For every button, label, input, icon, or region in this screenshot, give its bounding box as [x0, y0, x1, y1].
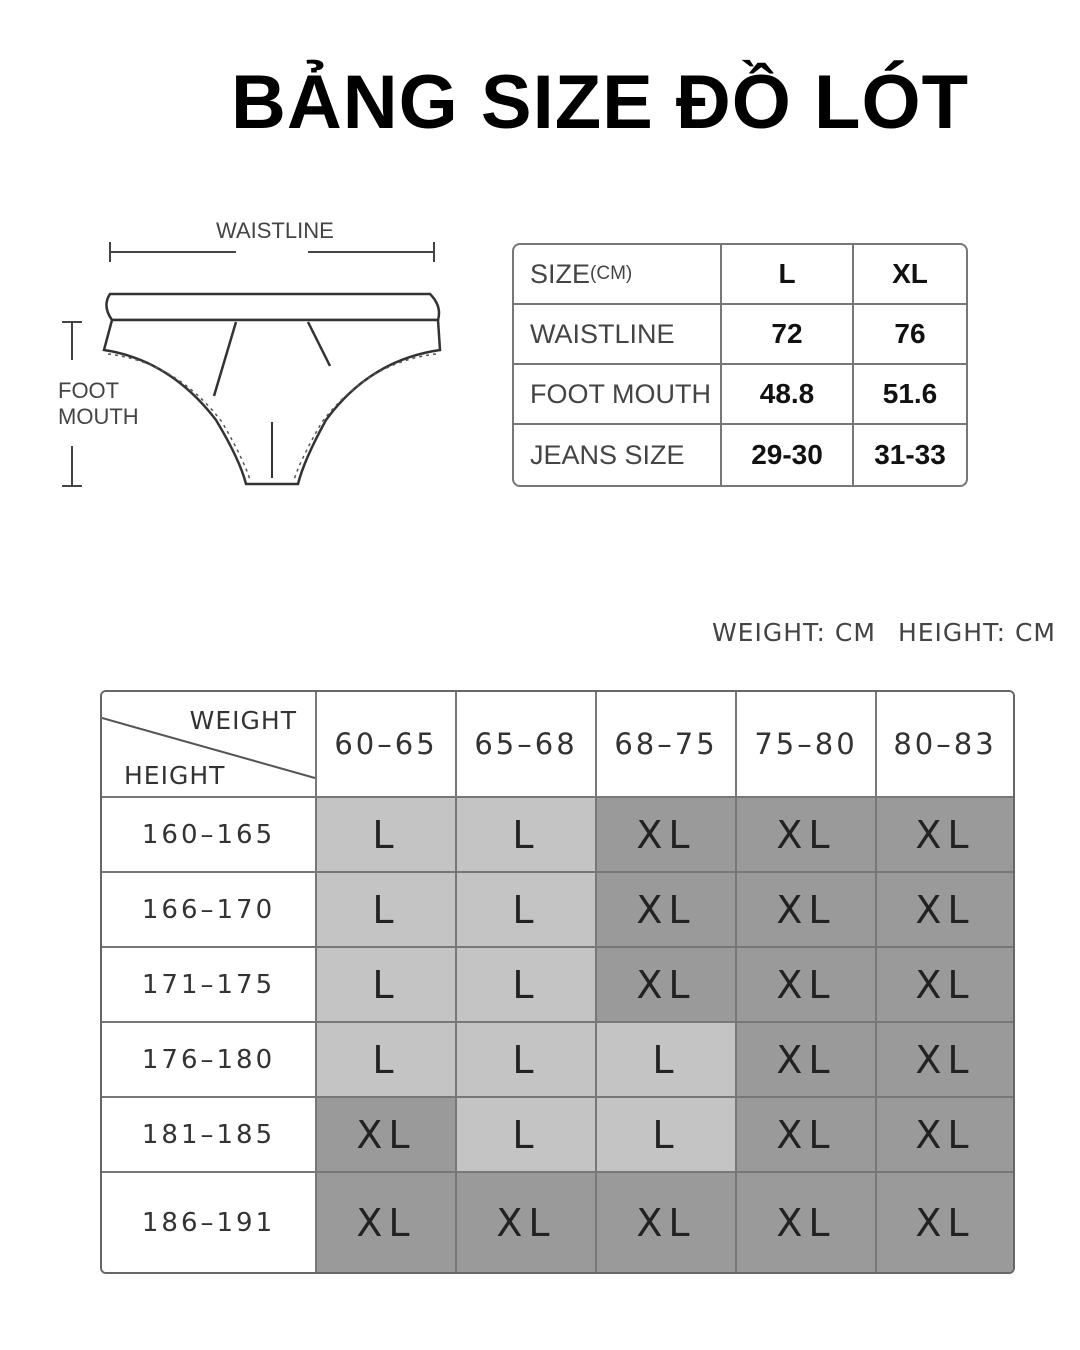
size-cell: L — [317, 1023, 457, 1098]
size-cell: XL — [877, 1173, 1013, 1272]
size-cell: XL — [737, 798, 877, 873]
waistline-row-label: WAISTLINE — [514, 305, 722, 365]
weight-column-header: 80–83 — [877, 692, 1013, 798]
size-cell: L — [317, 798, 457, 873]
foot-mouth-XL-value: 51.6 — [854, 365, 966, 425]
units-note — [712, 618, 1056, 647]
size-cell: XL — [597, 798, 737, 873]
size-cell: XL — [597, 873, 737, 948]
height-unit: HEIGHT: CM — [897, 618, 1056, 647]
corner-weight-label: WEIGHT — [189, 706, 297, 735]
size-cell: XL — [457, 1173, 597, 1272]
size-cell: XL — [877, 873, 1013, 948]
jeans-size-XL-value: 31-33 — [874, 439, 946, 470]
jeans-size-L-value: 29-30 — [722, 425, 854, 485]
size-cell: L — [457, 1023, 597, 1098]
size-cell: XL — [737, 1098, 877, 1173]
size-cell: XL — [877, 1023, 1013, 1098]
waistline-XL-value: 76 — [854, 305, 966, 365]
foot-label-line2: MOUTH — [58, 404, 139, 429]
height-row-header: 181–185 — [102, 1098, 317, 1173]
size-measurement-table — [512, 243, 968, 487]
size-cell: XL — [737, 1023, 877, 1098]
size-header-L: L — [722, 245, 854, 305]
size-cell: XL — [737, 873, 877, 948]
size-cell: L — [317, 873, 457, 948]
height-row-header: 186–191 — [102, 1173, 317, 1272]
size-cell: L — [597, 1098, 737, 1173]
size-header-label — [514, 245, 722, 305]
size-cell: L — [317, 948, 457, 1023]
size-cell: XL — [877, 948, 1013, 1023]
height-row-header: 176–180 — [102, 1023, 317, 1098]
weight-column-header: 65–68 — [457, 692, 597, 798]
weight-unit: WEIGHT: CM — [711, 618, 876, 647]
size-cell: L — [457, 948, 597, 1023]
size-cell: XL — [737, 948, 877, 1023]
page-title: BẢNG SIZE ĐỒ LÓT — [231, 60, 969, 145]
jeans-size-row-label: JEANS SIZE — [514, 425, 722, 485]
height-row-header: 160–165 — [102, 798, 317, 873]
size-cell: XL — [877, 798, 1013, 873]
weight-column-header: 68–75 — [597, 692, 737, 798]
size-cell: XL — [597, 1173, 737, 1272]
weight-column-header: 75–80 — [737, 692, 877, 798]
size-cell: XL — [877, 1098, 1013, 1173]
corner-height-label: HEIGHT — [124, 761, 226, 790]
weight-column-header: 60–65 — [317, 692, 457, 798]
chart-corner-cell — [102, 692, 317, 798]
size-cell: L — [457, 873, 597, 948]
size-cell: XL — [317, 1098, 457, 1173]
size-cell: L — [457, 1098, 597, 1173]
size-cell: XL — [737, 1173, 877, 1272]
size-cell: L — [457, 798, 597, 873]
size-cell: L — [597, 1023, 737, 1098]
size-header-text: SIZE — [530, 258, 591, 289]
waistline-L-value: 72 — [722, 305, 854, 365]
foot-mouth-L-value: 48.8 — [722, 365, 854, 425]
size-cell: XL — [317, 1173, 457, 1272]
size-header-unit: (CM) — [590, 263, 633, 284]
briefs-diagram — [50, 210, 470, 510]
foot-label-line1: FOOT — [58, 378, 120, 403]
size-header-XL: XL — [854, 245, 966, 305]
foot-mouth-row-label: FOOT MOUTH — [514, 365, 722, 425]
size-chart-table — [100, 690, 1015, 1274]
waistline-label: WAISTLINE — [216, 218, 334, 243]
height-row-header: 171–175 — [102, 948, 317, 1023]
briefs-illustration — [50, 210, 470, 510]
height-row-header: 166–170 — [102, 873, 317, 948]
size-cell: XL — [597, 948, 737, 1023]
